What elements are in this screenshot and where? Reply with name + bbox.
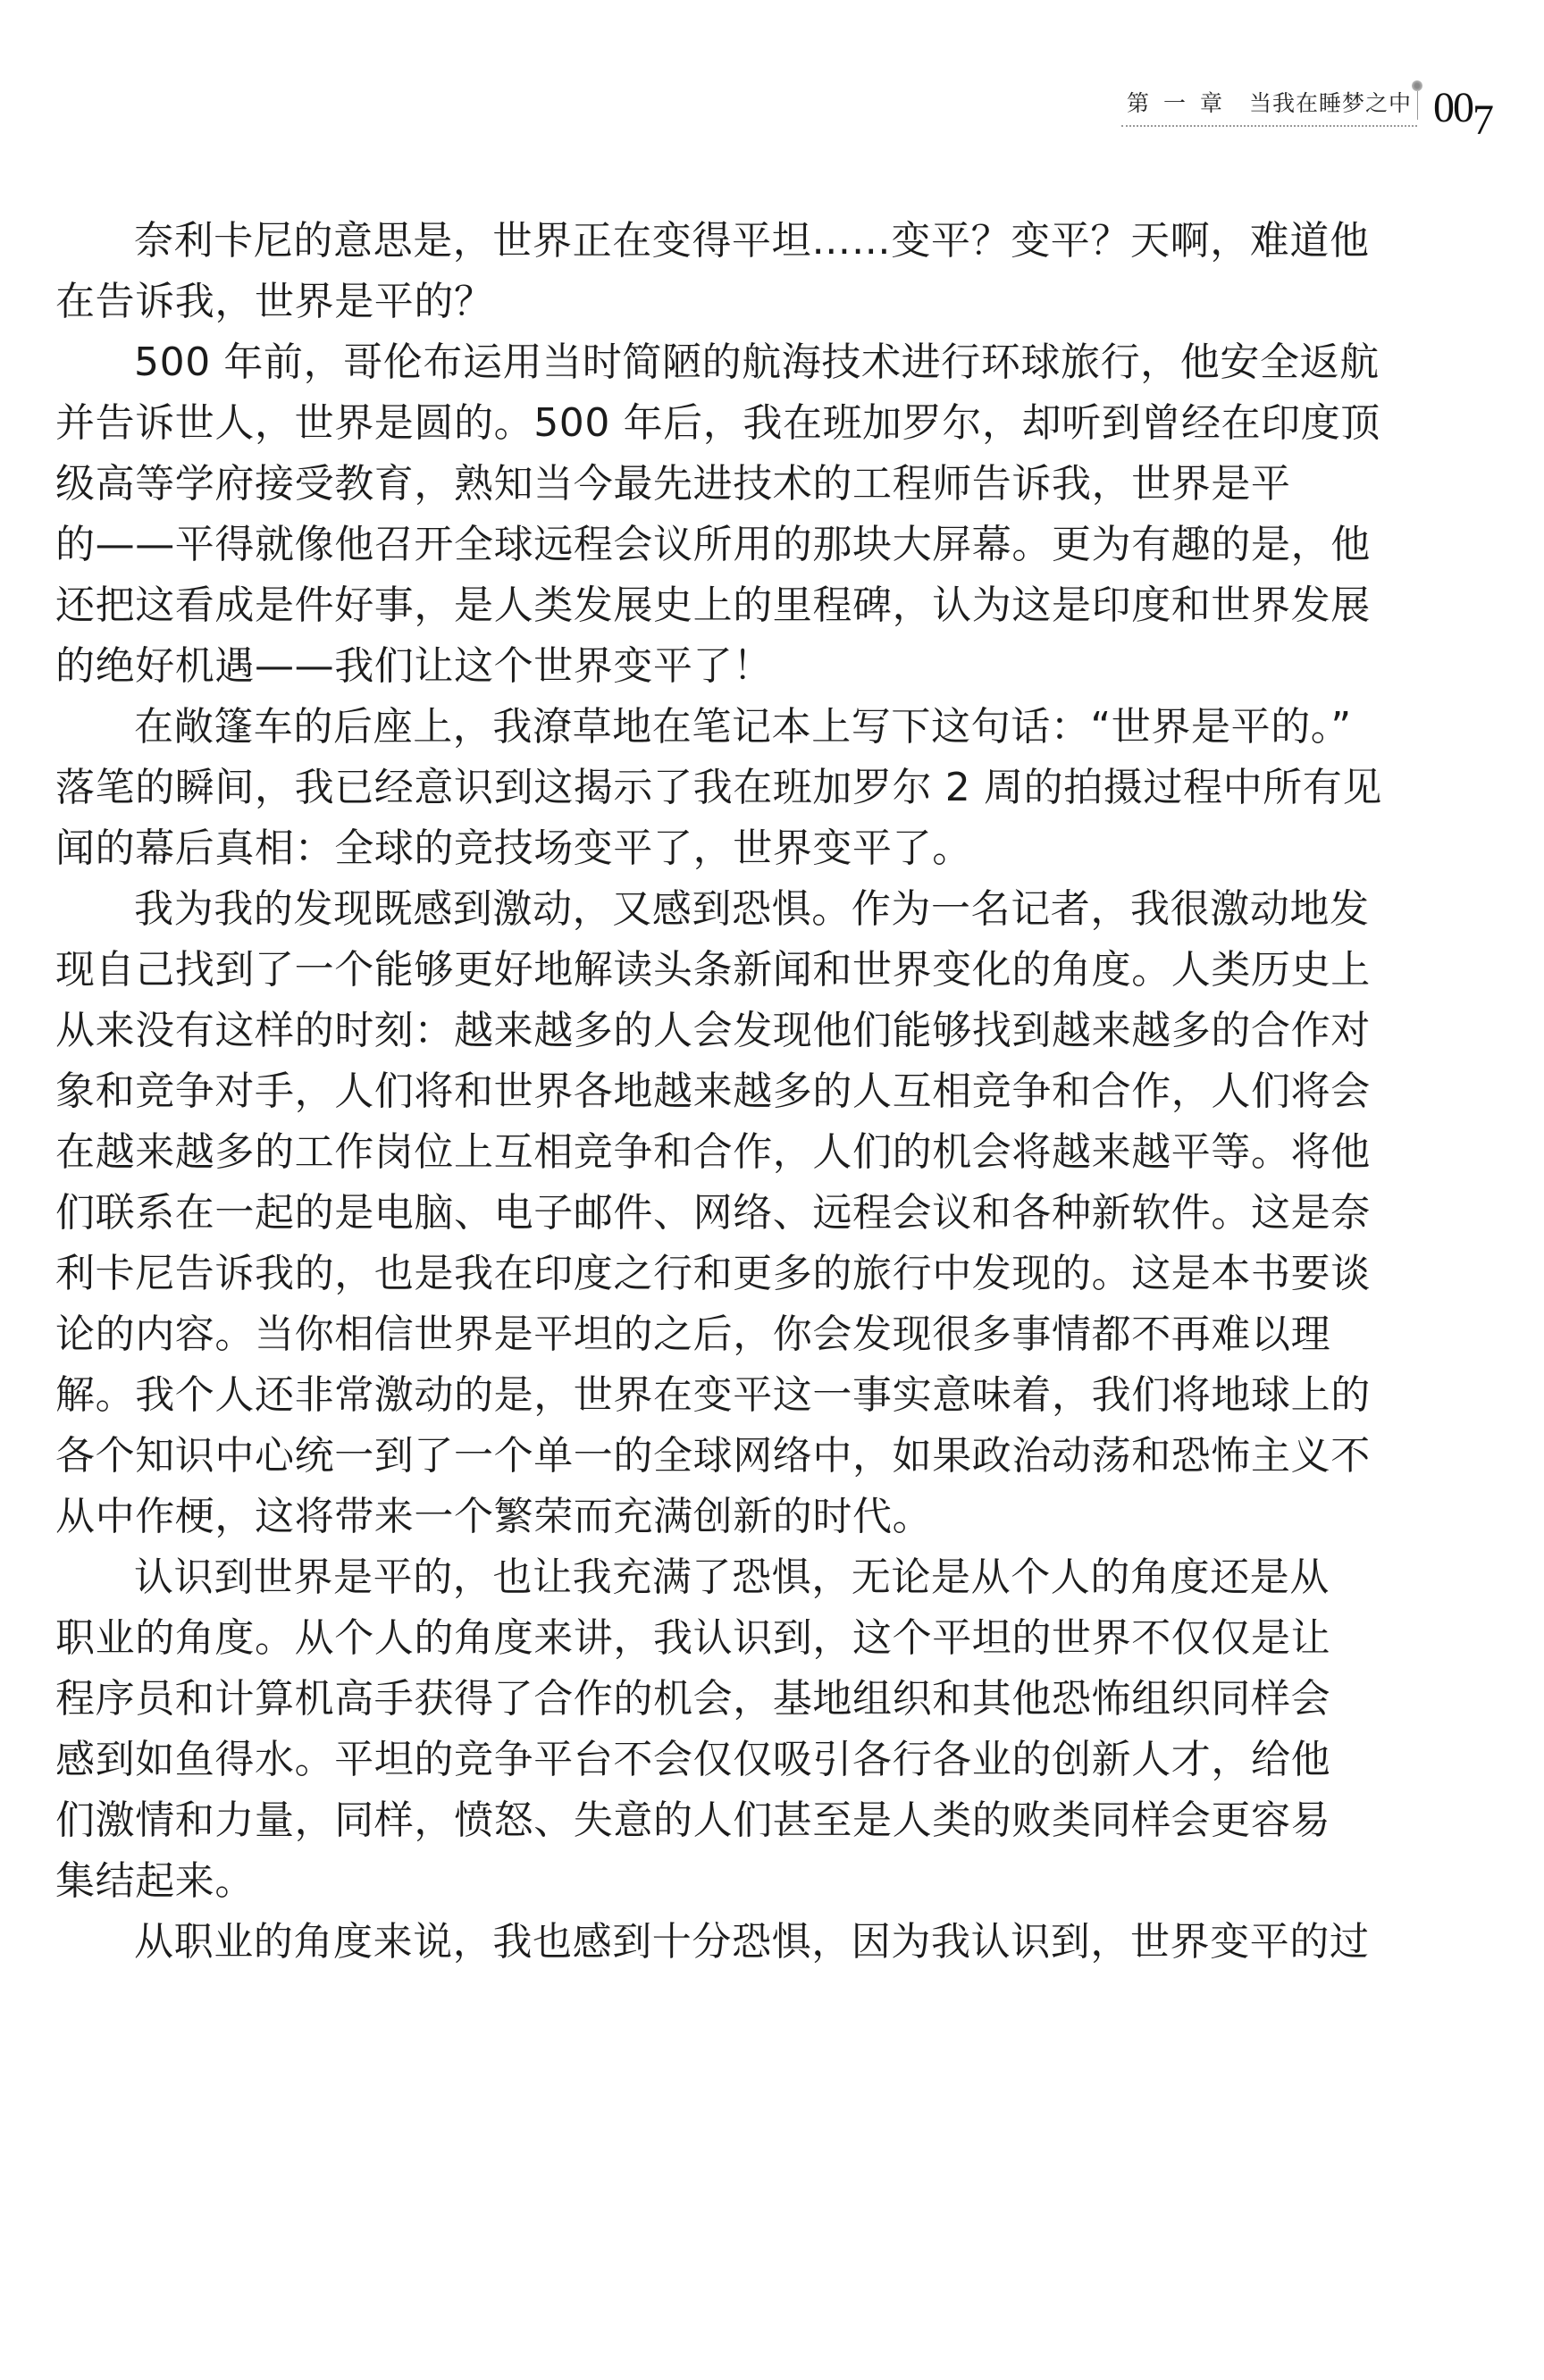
- flower-ornament-icon: [1412, 80, 1422, 91]
- chapter-label: 第一章: [1127, 90, 1238, 116]
- text-line: 利卡尼告诉我的，也是我在印度之行和更多的旅行中发现的。这是本书要谈: [55, 1251, 1371, 1296]
- paragraph: [55, 1912, 1369, 1973]
- chapter-title: 当我在睡梦之中: [1249, 90, 1413, 116]
- running-header: [1121, 82, 1493, 144]
- running-title: [1121, 86, 1417, 127]
- text-line: 从职业的角度来说，我也感到十分恐惧，因为我认识到，世界变平的过: [134, 1919, 1370, 1965]
- text-line: 500 年前，哥伦布运用当时简陋的航海技术进行环球旅行，他安全返航: [134, 339, 1380, 385]
- text-line: 程序员和计算机高手获得了合作的机会，基地组织和其他恐怖组织同样会: [55, 1676, 1331, 1722]
- text-line: 象和竞争对手，人们将和世界各地越来越多的人互相竞争和合作，人们将会: [55, 1068, 1371, 1114]
- paragraph: [55, 211, 1369, 332]
- text-line: 职业的角度。从个人的角度来讲，我认识到，这个平坦的世界不仅仅是让: [55, 1615, 1331, 1661]
- text-line: 还把这看成是件好事，是人类发展史上的里程碑，认为这是印度和世界发展: [55, 582, 1371, 628]
- text-line: 从中作梗，这将带来一个繁荣而充满创新的时代。: [55, 1494, 933, 1539]
- text-line: 落笔的瞬间，我已经意识到这揭示了我在班加罗尔 2 周的拍摄过程中所有见: [55, 765, 1382, 810]
- text-line: 从来没有这样的时刻：越来越多的人会发现他们能够找到越来越多的合作对: [55, 1008, 1371, 1053]
- text-line: 认识到世界是平的，也让我充满了恐惧，无论是从个人的角度还是从: [134, 1555, 1330, 1600]
- page-number: [1433, 83, 1493, 144]
- text-line: 们联系在一起的是电脑、电子邮件、网络、远程会议和各种新软件。这是奈: [55, 1190, 1371, 1236]
- text-line: 奈利卡尼的意思是，世界正在变得平坦……变平？变平？天啊，难道他: [134, 218, 1370, 264]
- body-text: [55, 211, 1382, 1973]
- text-line: 在告诉我，世界是平的？: [55, 279, 494, 324]
- text-line: 集结起来。: [55, 1858, 255, 1904]
- paragraph: [55, 1547, 1369, 1912]
- text-line: 级高等学府接受教育，熟知当今最先进技术的工程师告诉我，世界是平: [55, 461, 1291, 507]
- text-line: 现自己找到了一个能够更好地解读头条新闻和世界变化的角度。人类历史上: [55, 947, 1371, 993]
- paragraph: [55, 697, 1382, 879]
- ornament-stem: [1417, 91, 1418, 120]
- text-line: 我为我的发现既感到激动，又感到恐惧。作为一名记者，我很激动地发: [134, 886, 1370, 932]
- text-line: 论的内容。当你相信世界是平坦的之后，你会发现很多事情都不再难以理: [55, 1312, 1331, 1357]
- page-number-last-digit: 7: [1473, 96, 1493, 144]
- text-line: 的绝好机遇——我们让这个世界变平了！: [55, 643, 773, 689]
- text-line: 在越来越多的工作岗位上互相竞争和合作，人们的机会将越来越平等。将他: [55, 1129, 1371, 1175]
- text-line: 感到如鱼得水。平坦的竞争平台不会仅仅吸引各行各业的创新人才，给他: [55, 1737, 1331, 1782]
- text-line: 的——平得就像他召开全球远程会议所用的那块大屏幕。更为有趣的是，他: [55, 522, 1371, 567]
- page-number-prefix: 00: [1433, 84, 1473, 131]
- text-line: 解。我个人还非常激动的是，世界在变平这一事实意味着，我们将地球上的: [55, 1372, 1371, 1418]
- text-line: 并告诉世人，世界是圆的。500 年后，我在班加罗尔，却听到曾经在印度顶: [55, 400, 1380, 446]
- text-line: 在敞篷车的后座上，我潦草地在笔记本上写下这句话：“世界是平的。”: [134, 704, 1352, 750]
- paragraph: [55, 332, 1380, 697]
- text-line: 闻的幕后真相：全球的竞技场变平了，世界变平了。: [55, 825, 972, 871]
- paragraph: [55, 879, 1369, 1547]
- text-line: 各个知识中心统一到了一个单一的全球网络中，如果政治动荡和恐怖主义不: [55, 1433, 1371, 1479]
- text-line: 们激情和力量，同样，愤怒、失意的人们甚至是人类的败类同样会更容易: [55, 1798, 1331, 1843]
